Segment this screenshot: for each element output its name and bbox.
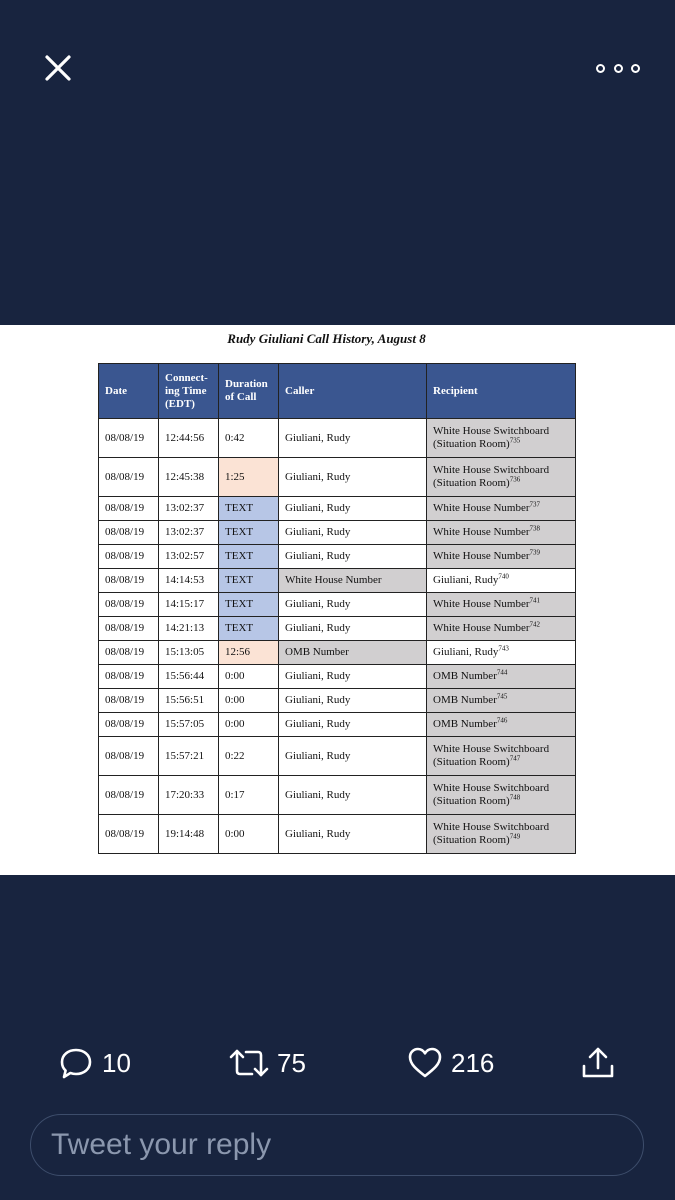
- cell-recipient: [427, 713, 576, 737]
- cell-time: 13:02:57: [159, 545, 219, 569]
- table-row: [99, 713, 576, 737]
- recipient-text: White House Switchboard (Situation Room): [433, 821, 550, 846]
- cell-date: 08/08/19: [99, 815, 159, 854]
- cell-recipient: [427, 689, 576, 713]
- cell-duration: 0:00: [219, 665, 279, 689]
- footnote-ref: 736: [509, 475, 521, 484]
- table-row: [99, 617, 576, 641]
- cell-duration: 0:00: [219, 815, 279, 854]
- cell-recipient: [427, 776, 576, 815]
- footnote-ref: 748: [509, 793, 521, 802]
- cell-caller: Giuliani, Rudy: [279, 776, 427, 815]
- cell-duration: 0:00: [219, 713, 279, 737]
- recipient-text: White House Switchboard (Situation Room): [433, 464, 550, 489]
- recipient-text: White House Number: [433, 622, 530, 634]
- cell-recipient: [427, 545, 576, 569]
- cell-date: 08/08/19: [99, 458, 159, 497]
- cell-duration: 0:42: [219, 419, 279, 458]
- table-row: [99, 815, 576, 854]
- cell-caller: Giuliani, Rudy: [279, 419, 427, 458]
- cell-time: 14:21:13: [159, 617, 219, 641]
- recipient-text: Giuliani, Rudy: [433, 646, 499, 658]
- cell-duration: TEXT: [219, 617, 279, 641]
- footnote-ref: 737: [529, 500, 541, 509]
- more-icon-dot: [614, 64, 623, 73]
- cell-recipient: [427, 497, 576, 521]
- reply-icon: [58, 1045, 94, 1081]
- tweet-photo[interactable]: [0, 325, 675, 875]
- share-icon: [580, 1045, 616, 1081]
- table-row: [99, 458, 576, 497]
- cell-recipient: [427, 521, 576, 545]
- cell-caller: Giuliani, Rudy: [279, 593, 427, 617]
- cell-duration: TEXT: [219, 545, 279, 569]
- recipient-text: White House Switchboard (Situation Room): [433, 743, 550, 768]
- cell-recipient: [427, 641, 576, 665]
- retweet-count: 75: [277, 1047, 306, 1078]
- cell-date: 08/08/19: [99, 593, 159, 617]
- cell-recipient: [427, 569, 576, 593]
- cell-time: 13:02:37: [159, 497, 219, 521]
- cell-date: 08/08/19: [99, 776, 159, 815]
- reply-button[interactable]: [58, 1038, 131, 1088]
- table-row: [99, 593, 576, 617]
- cell-duration: TEXT: [219, 497, 279, 521]
- more-icon-dot: [631, 64, 640, 73]
- cell-duration: 0:17: [219, 776, 279, 815]
- recipient-text: White House Number: [433, 598, 530, 610]
- cell-duration: 0:22: [219, 737, 279, 776]
- footnote-ref: 746: [496, 716, 508, 725]
- table-header-row: [99, 364, 576, 419]
- cell-time: 14:15:17: [159, 593, 219, 617]
- cell-caller: Giuliani, Rudy: [279, 689, 427, 713]
- footnote-ref: 744: [496, 668, 508, 677]
- cell-duration: TEXT: [219, 569, 279, 593]
- cell-duration: TEXT: [219, 521, 279, 545]
- table-row: [99, 665, 576, 689]
- cell-recipient: [427, 458, 576, 497]
- footnote-ref: 743: [498, 644, 509, 653]
- reply-placeholder: Tweet your reply: [51, 1128, 272, 1161]
- cell-time: 14:14:53: [159, 569, 219, 593]
- cell-caller: Giuliani, Rudy: [279, 815, 427, 854]
- recipient-text: OMB Number: [433, 694, 497, 706]
- footnote-ref: 741: [529, 596, 541, 605]
- recipient-text: White House Number: [433, 526, 530, 538]
- table-row: [99, 737, 576, 776]
- cell-caller: Giuliani, Rudy: [279, 737, 427, 776]
- recipient-text: OMB Number: [433, 670, 497, 682]
- cell-date: 08/08/19: [99, 569, 159, 593]
- cell-duration: 1:25: [219, 458, 279, 497]
- cell-caller: Giuliani, Rudy: [279, 665, 427, 689]
- cell-caller: Giuliani, Rudy: [279, 458, 427, 497]
- cell-date: 08/08/19: [99, 665, 159, 689]
- table-body: [99, 419, 576, 854]
- table-row: [99, 569, 576, 593]
- cell-date: 08/08/19: [99, 713, 159, 737]
- cell-time: 19:14:48: [159, 815, 219, 854]
- table-row: [99, 521, 576, 545]
- cell-recipient: [427, 737, 576, 776]
- cell-time: 17:20:33: [159, 776, 219, 815]
- reply-input[interactable]: [30, 1114, 644, 1176]
- footnote-ref: 738: [529, 524, 541, 533]
- more-button[interactable]: [596, 56, 640, 80]
- cell-caller: Giuliani, Rudy: [279, 521, 427, 545]
- header-connecting-time: Connect-ing Time (EDT): [159, 364, 219, 419]
- call-history-table: [98, 363, 576, 854]
- like-count: 216: [451, 1047, 495, 1078]
- retweet-icon: [229, 1045, 269, 1081]
- close-button[interactable]: [38, 48, 78, 88]
- cell-date: 08/08/19: [99, 545, 159, 569]
- header-caller: Caller: [279, 364, 427, 419]
- cell-duration: 12:56: [219, 641, 279, 665]
- cell-caller: Giuliani, Rudy: [279, 617, 427, 641]
- cell-time: 13:02:37: [159, 521, 219, 545]
- footnote-ref: 735: [509, 436, 521, 445]
- cell-time: 15:57:05: [159, 713, 219, 737]
- cell-caller: Giuliani, Rudy: [279, 545, 427, 569]
- cell-date: 08/08/19: [99, 737, 159, 776]
- like-button[interactable]: [407, 1038, 494, 1088]
- recipient-text: White House Switchboard (Situation Room): [433, 782, 550, 807]
- heart-icon: [407, 1045, 443, 1081]
- cell-time: 12:45:38: [159, 458, 219, 497]
- cell-time: 15:57:21: [159, 737, 219, 776]
- cell-time: 15:56:44: [159, 665, 219, 689]
- footnote-ref: 749: [509, 832, 521, 841]
- cell-duration: 0:00: [219, 689, 279, 713]
- footnote-ref: 740: [498, 572, 509, 581]
- table-row: [99, 776, 576, 815]
- more-icon: [596, 64, 605, 73]
- cell-recipient: [427, 419, 576, 458]
- header-duration: Duration of Call: [219, 364, 279, 419]
- cell-recipient: [427, 593, 576, 617]
- cell-caller: White House Number: [279, 569, 427, 593]
- retweet-button[interactable]: [229, 1038, 306, 1088]
- recipient-text: Giuliani, Rudy: [433, 574, 499, 586]
- cell-date: 08/08/19: [99, 497, 159, 521]
- cell-date: 08/08/19: [99, 689, 159, 713]
- recipient-text: White House Number: [433, 550, 530, 562]
- footnote-ref: 745: [496, 692, 508, 701]
- cell-date: 08/08/19: [99, 419, 159, 458]
- table-row: [99, 689, 576, 713]
- cell-recipient: [427, 617, 576, 641]
- cell-time: 15:13:05: [159, 641, 219, 665]
- table-row: [99, 545, 576, 569]
- footnote-ref: 739: [529, 548, 541, 557]
- cell-caller: Giuliani, Rudy: [279, 713, 427, 737]
- close-icon: [38, 48, 78, 88]
- cell-duration: TEXT: [219, 593, 279, 617]
- table-row: [99, 497, 576, 521]
- cell-caller: OMB Number: [279, 641, 427, 665]
- reply-count: 10: [102, 1047, 131, 1078]
- cell-caller: Giuliani, Rudy: [279, 497, 427, 521]
- cell-recipient: [427, 665, 576, 689]
- cell-date: 08/08/19: [99, 521, 159, 545]
- recipient-text: White House Number: [433, 502, 530, 514]
- recipient-text: White House Switchboard (Situation Room): [433, 425, 550, 450]
- share-button[interactable]: [580, 1038, 616, 1088]
- header-date: Date: [99, 364, 159, 419]
- recipient-text: OMB Number: [433, 718, 497, 730]
- cell-time: 12:44:56: [159, 419, 219, 458]
- tweet-actions: [0, 1038, 675, 1088]
- cell-time: 15:56:51: [159, 689, 219, 713]
- cell-date: 08/08/19: [99, 641, 159, 665]
- header-recipient: Recipient: [427, 364, 576, 419]
- document-title: Rudy Giuliani Call History, August 8: [227, 331, 426, 346]
- footnote-ref: 747: [509, 754, 521, 763]
- footnote-ref: 742: [529, 620, 541, 629]
- table-row: [99, 641, 576, 665]
- cell-date: 08/08/19: [99, 617, 159, 641]
- table-row: [99, 419, 576, 458]
- cell-recipient: [427, 815, 576, 854]
